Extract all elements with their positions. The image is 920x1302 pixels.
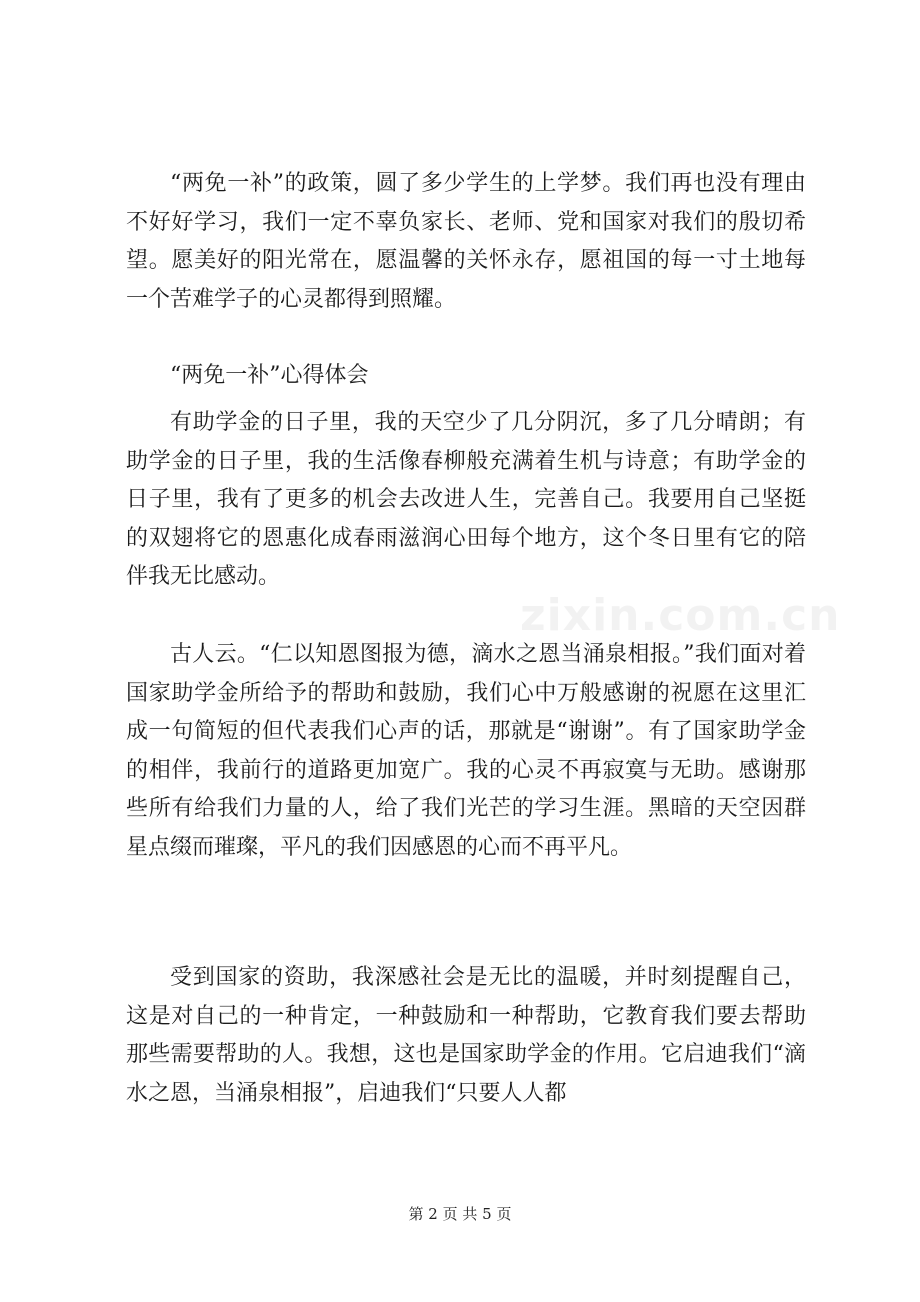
paragraph-grant-days: 有助学金的日子里，我的天空少了几分阴沉，多了几分晴朗；有助学金的日子里，我的生活像春柳般充满着生机与诗意；有助学金的日子里，我有了更多的机会去改进人生，完善自己。我要用自己坚挺的双翅将它的恩惠化成春雨滋润心田每个地方，这个冬日里有它的陪伴我无比感动。 [126,410,806,589]
watermark: zixin.com.cn [520,590,841,641]
paragraph-gratitude: 古人云。“仁以知恩图报为德，滴水之恩当涌泉相报。”我们面对着国家助学金所给予的帮助和鼓励，我们心中万般感谢的祝愿在这里汇成一句简短的但代表我们心声的话，那就是“谢谢”。有了国家助学金的相伴，我前行的道路更加宽广。我的心灵不再寂寞与无助。感谢那些所有给我们力量的人，给了我们光芒的学习生涯。黑暗的天空因群星点缀而璀璨，平凡的我们因感恩的心而不再平凡。 [126,642,806,860]
paragraph-policy: “两免一补”的政策，圆了多少学生的上学梦。我们再也没有理由不好好学习，我们一定不辜负家长、老师、党和国家对我们的殷切希望。愿美好的阳光常在，愿温馨的关怀永存，愿祖国的每一寸土地每一个苦难学子的心灵都得到照耀。 [126,171,806,312]
paragraph-society: 受到国家的资助，我深感社会是无比的温暖，并时刻提醒自己，这是对自己的一种肯定，一种鼓励和一种帮助，它教育我们要去帮助那些需要帮助的人。我想，这也是国家助学金的作用。它启迪我们“滴水之恩，当涌泉相报”，启迪我们“只要人人都 [126,965,806,1106]
section-heading: “两免一补”心得体会 [170,363,369,388]
page-footer: 第 2 页 共 5 页 [408,1205,512,1223]
